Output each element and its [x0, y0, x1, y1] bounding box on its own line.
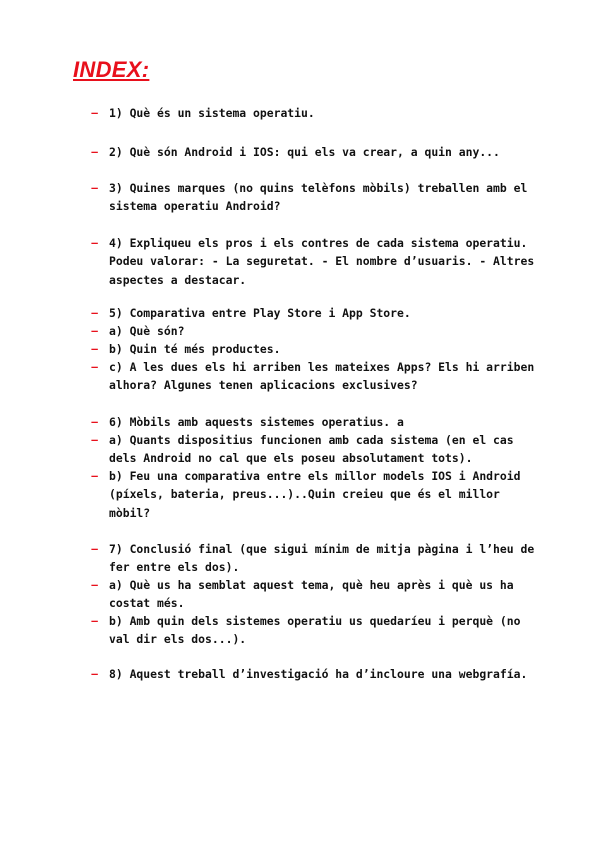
item-line: b) Feu una comparativa entre els millor models IOS i Android: [109, 469, 521, 483]
bullet-dash: –: [91, 323, 99, 338]
item-line: 2) Què són Android i IOS: qui els va crear, a quin any...: [109, 145, 500, 159]
item-line: a) Quants dispositius funcionen amb cada sistema (en el cas: [109, 433, 514, 447]
bullet-dash: –: [91, 613, 99, 628]
item-line: a) Què són?: [109, 324, 185, 338]
item-line: 6) Mòbils amb aquests sistemes operatius. a: [109, 415, 404, 429]
bullet-dash: –: [91, 180, 99, 195]
item-line: alhora? Algunes tenen aplicacions exclusives?: [109, 378, 418, 393]
item-line: 1) Què és un sistema operatiu.: [109, 106, 315, 120]
bullet-dash: –: [91, 577, 99, 592]
item-line: b) Amb quin dels sistemes operatiu us quedaríeu i perquè (no: [109, 614, 521, 628]
item-line: b) Quin té més productes.: [109, 342, 281, 356]
item-line: 3) Quines marques (no quins telèfons mòbils) treballen amb el: [109, 181, 528, 195]
bullet-dash: –: [91, 305, 99, 320]
page-title: INDEX:: [73, 57, 150, 82]
item-line: 8) Aquest treball d’investigació ha d’incloure una webgrafía.: [109, 667, 528, 681]
bullet-dash: –: [91, 144, 99, 159]
item-line: a) Què us ha semblat aquest tema, què heu après i què us ha: [109, 578, 514, 592]
bullet-dash: –: [91, 341, 99, 356]
bullet-dash: –: [91, 359, 99, 374]
item-line: mòbil?: [109, 505, 151, 520]
bullet-dash: –: [91, 468, 99, 483]
item-line: c) A les dues els hi arriben les mateixes Apps? Els hi arriben: [109, 360, 535, 374]
bullet-dash: –: [91, 541, 99, 556]
item-line: dels Android no cal que els poseu absolutament tots).: [109, 451, 473, 466]
item-line: 4) Expliqueu els pros i els contres de cada sistema operatiu.: [109, 236, 528, 250]
item-line: sistema operatiu Android?: [109, 199, 281, 214]
item-line: val dir els dos...).: [109, 632, 247, 647]
item-line: 7) Conclusió final (que sigui mínim de mitja pàgina i l’heu de: [109, 542, 535, 556]
bullet-dash: –: [91, 666, 99, 681]
bullet-dash: –: [91, 414, 99, 429]
item-line: 5) Comparativa entre Play Store i App Store.: [109, 306, 411, 320]
item-line: fer entre els dos).: [109, 560, 240, 575]
bullet-dash: –: [91, 432, 99, 447]
bullet-dash: –: [91, 235, 99, 250]
item-line: aspectes a destacar.: [109, 272, 247, 287]
bullet-dash: –: [91, 105, 99, 120]
item-line: costat més.: [109, 596, 185, 611]
item-line: Podeu valorar: - La seguretat. - El nombre d’usuaris. - Altres: [109, 254, 535, 269]
item-line: (píxels, bateria, preus...)..Quin creieu que és el millor: [109, 487, 500, 502]
